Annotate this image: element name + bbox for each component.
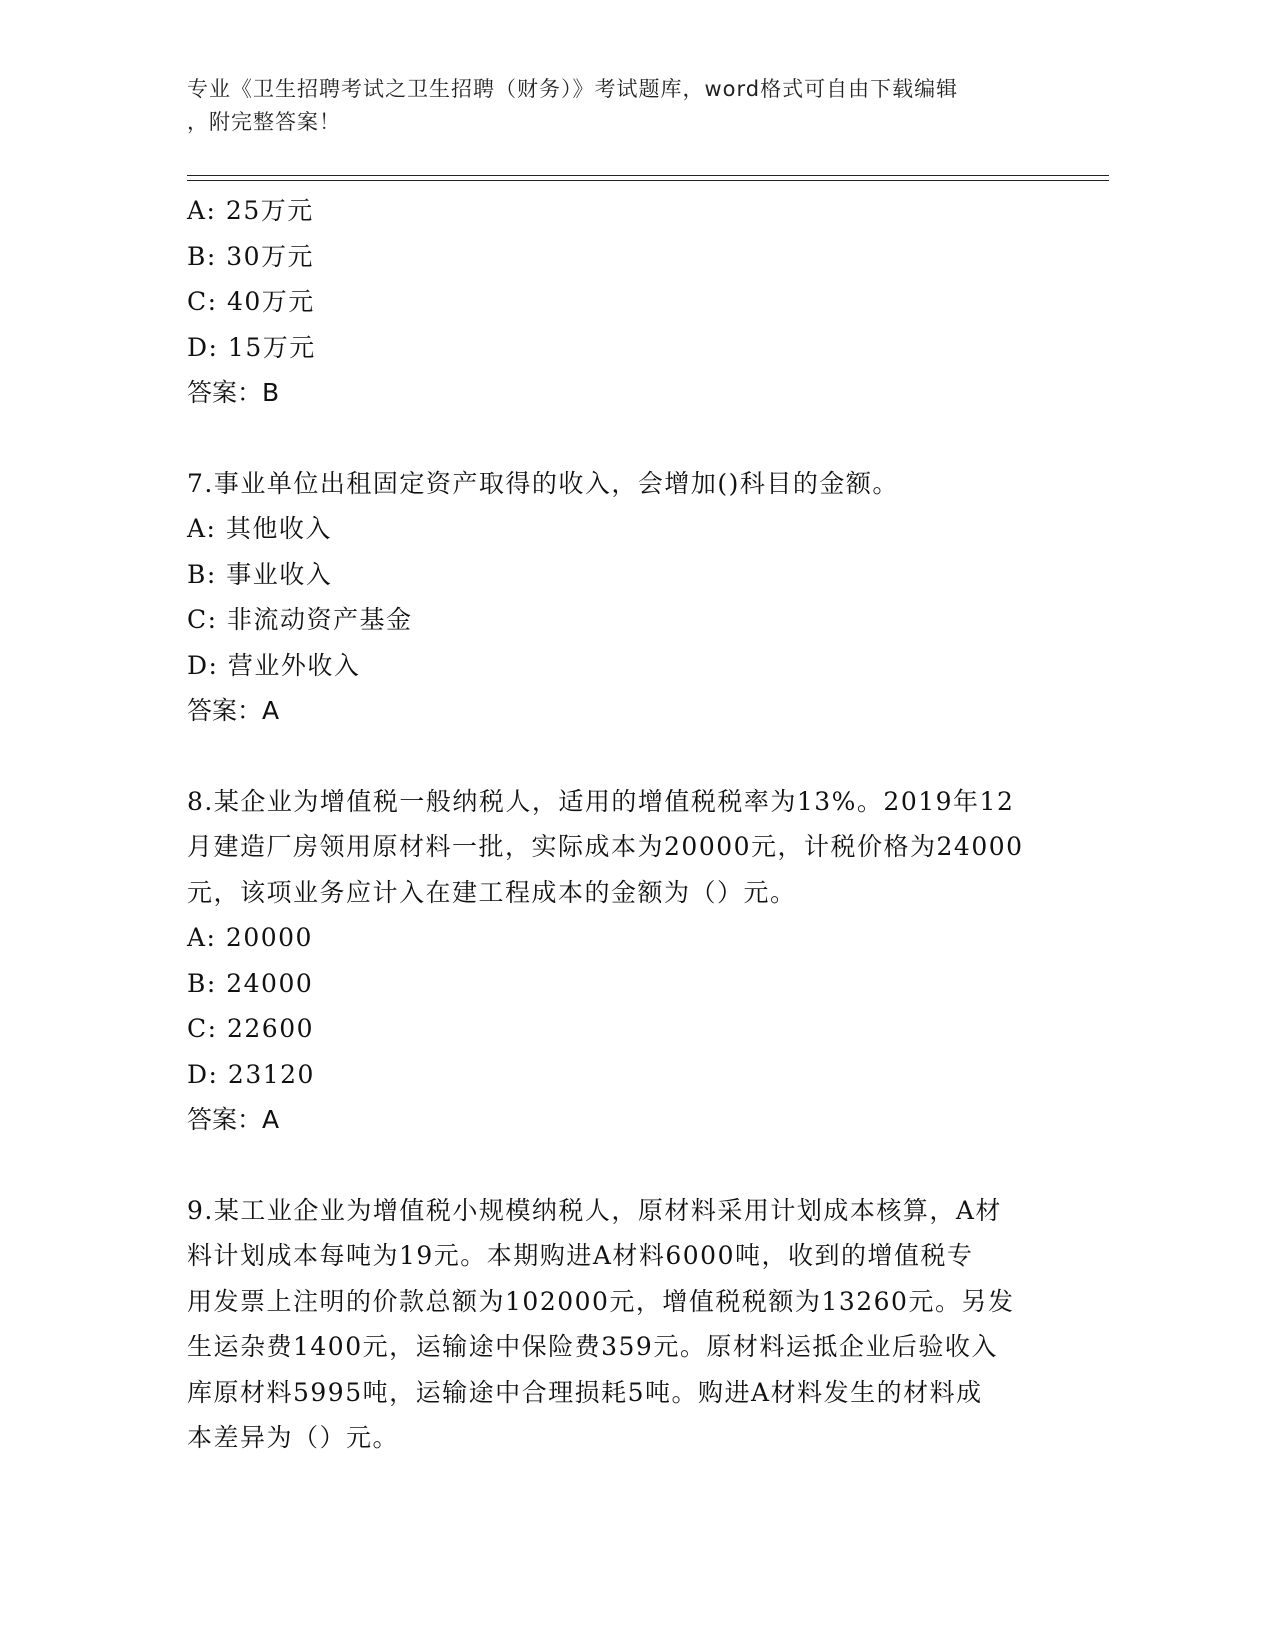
question-stem-line-1: 9.某工业企业为增值税小规模纳税人，原材料采用计划成本核算，A材: [187, 1195, 1002, 1225]
option-a: A: 其他收入: [187, 514, 332, 543]
option-c: C: 非流动资产基金: [187, 605, 413, 634]
option-b: B: 30万元: [187, 241, 315, 271]
header-divider-bottom: [187, 180, 1109, 181]
question-stem-line-1: 8.某企业为增值税一般纳税人，适用的增值税税率为13%。2019年12: [187, 786, 1015, 816]
question-stem-line-6: 本差异为（）元。: [187, 1423, 400, 1452]
question-stem-line-4: 生运杂费1400元，运输途中保险费359元。原材料运抵企业后验收入: [187, 1332, 998, 1361]
answer: 答案：A: [187, 1105, 280, 1134]
option-a: A: 20000: [187, 923, 313, 952]
option-c: C: 40万元: [187, 287, 315, 316]
option-a: A: 25万元: [187, 196, 314, 225]
question-stem-line-3: 用发票上注明的价款总额为102000元，增值税税额为13260元。另发: [187, 1286, 1015, 1316]
header-divider-top: [187, 175, 1109, 176]
question-stem-line-2: 料计划成本每吨为19元。本期购进A材料6000吨，收到的增值税专: [187, 1241, 974, 1270]
question-9: [187, 1188, 1087, 1461]
question-stem-line-2: 月建造厂房领用原材料一批，实际成本为20000元，计税价格为24000: [187, 832, 1024, 861]
header-title-line-2: ，附完整答案！: [187, 110, 341, 134]
option-d: D: 15万元: [187, 332, 316, 362]
answer: 答案：A: [187, 696, 280, 725]
option-b: B: 事业收入: [187, 559, 333, 589]
question-6: [187, 188, 1087, 416]
question-stem-line-3: 元，该项业务应计入在建工程成本的金额为（）元。: [187, 877, 797, 907]
option-d: D: 23120: [187, 1059, 315, 1089]
question-8: [187, 779, 1087, 1143]
question-stem-line-5: 库原材料5995吨，运输途中合理损耗5吨。购进A材料发生的材料成: [187, 1377, 983, 1407]
option-c: C: 22600: [187, 1014, 315, 1043]
option-d: D: 营业外收入: [187, 650, 361, 680]
question-7: [187, 461, 1087, 734]
question-list: [187, 188, 1087, 1461]
option-b: B: 24000: [187, 968, 314, 998]
document-header: [187, 73, 1067, 139]
answer: 答案：B: [187, 378, 280, 407]
question-stem: 7.事业单位出租固定资产取得的收入，会增加()科目的金额。: [187, 468, 899, 498]
header-title-line-1: 专业《卫生招聘考试之卫生招聘（财务）》考试题库，word格式可自由下载编辑: [187, 77, 959, 101]
